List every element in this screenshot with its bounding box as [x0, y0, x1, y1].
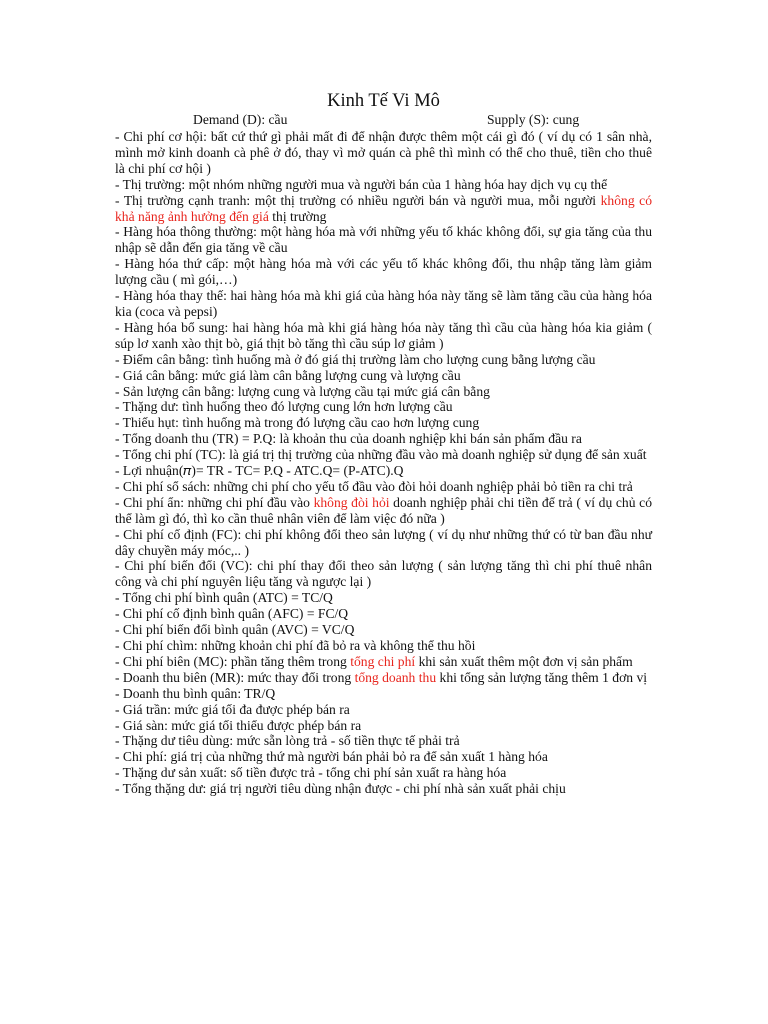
definition-text: - Chi phí ẩn: những chi phí đầu vào [115, 494, 314, 510]
definition-item [115, 749, 652, 765]
definition-item [115, 606, 652, 622]
highlighted-text: tổng chi phí [350, 653, 416, 669]
definition-item [115, 129, 652, 177]
definition-item [115, 463, 652, 479]
definition-text: khi tổng sản lượng tăng thêm 1 đơn vị [436, 669, 648, 685]
definition-item [115, 399, 652, 415]
definition-item [115, 670, 652, 686]
definition-text: doanh nghiệp phải chi tiền để trả ( ví dụ chủ có thể làm gì đó, thì ko cần thuê nhân viên để làm việc đó nữa ) [115, 494, 652, 526]
definition-item [115, 590, 652, 606]
definition-item [115, 256, 652, 288]
definition-item [115, 495, 652, 527]
highlighted-text: tổng doanh thu [354, 669, 437, 685]
definition-item [115, 447, 652, 463]
definition-item [115, 622, 652, 638]
definition-text: - Lợi nhuận(𝜋)= TR - TC= P.Q - ATC.Q= (P-ATC).Q [115, 463, 404, 479]
definition-text: - Thặng dư sản xuất: số tiền được trả - tổng chi phí sản xuất ra hàng hóa [115, 765, 507, 781]
definition-text: - Chi phí chìm: những khoản chi phí đã bỏ ra và không thể thu hồi [115, 638, 476, 653]
definition-item [115, 368, 652, 384]
definition-text: - Tổng doanh thu (TR) = P.Q: là khoản thu của doanh nghiệp khi bán sản phẩm đầu ra [115, 431, 582, 447]
definition-item [115, 638, 652, 654]
definition-text: - Doanh thu biên (MR): mức thay đổi trong [115, 669, 355, 685]
definition-text: - Chi phí cơ hội: bất cứ thứ gì phải mất đi để nhận được thêm một cái gì đó ( ví dụ có 1 sân nhà, mình mở kinh doanh cà phê ở đó, thay vì mở quán cà phê thì mình có thể cho thuê, tiền cho thuê là chi phí cơ hội ) [115, 129, 652, 176]
definition-text: - Tổng chi phí bình quân (ATC) = TC/Q [115, 590, 333, 606]
definition-text: - Chi phí biên (MC): phần tăng thêm trong [115, 653, 351, 669]
definition-text: - Sản lượng cân bằng: lượng cung và lượng cầu tại mức giá cân bằng [115, 383, 490, 399]
highlighted-text: không đòi hỏi [313, 494, 390, 510]
definition-text: - Hàng hóa thứ cấp: một hàng hóa mà với các yếu tố khác không đổi, thu nhập tăng làm giảm lượng cầu ( mì gói,…) [115, 256, 652, 288]
definition-item [115, 193, 652, 225]
definition-item [115, 224, 652, 256]
demand-label: Demand (D): cầu [193, 112, 288, 127]
definition-item [115, 702, 652, 718]
definition-text: - Thiếu hụt: tình huống mà trong đó lượng cầu cao hơn lượng cung [115, 415, 480, 431]
definition-item [115, 177, 652, 193]
definition-text: - Hàng hóa bổ sung: hai hàng hóa mà khi giá hàng hóa này tăng thì cầu của hàng hóa kia giảm ( súp lơ xanh xào thịt bò, giá thịt bò tăng thì cầu súp lơ giảm ) [115, 319, 652, 351]
definition-text: - Chi phí cố định bình quân (AFC) = FC/Q [115, 606, 349, 622]
definition-item [115, 288, 652, 320]
definition-text: - Chi phí cố định (FC): chi phí không đổi theo sản lượng ( ví dụ như những thứ có từ ban đầu như dây chuyền máy móc,.. ) [115, 526, 652, 558]
definition-text: - Tổng thặng dư: giá trị người tiêu dùng nhận được - chi phí nhà sản xuất phải chịu [115, 781, 566, 797]
definition-list [115, 129, 652, 797]
definition-text: - Chi phí: giá trị của những thứ mà người bán phải bỏ ra để sản xuất 1 hàng hóa [115, 749, 548, 765]
definition-item [115, 686, 652, 702]
definition-text: khi sản xuất thêm một đơn vị sản phẩm [415, 653, 633, 669]
definition-text: - Thặng dư: tình huống theo đó lượng cung lớn hơn lượng cầu [115, 399, 453, 415]
definition-item [115, 479, 652, 495]
definition-text: thị trường [268, 208, 327, 224]
definition-text: - Tổng chi phí (TC): là giá trị thị trường của những đầu vào mà doanh nghiệp sử dụng để sản xuất [115, 447, 647, 463]
definition-text: - Giá sàn: mức giá tối thiểu được phép bán ra [115, 717, 362, 733]
definition-item [115, 527, 652, 559]
definition-text: - Chi phí sổ sách: những chi phí cho yếu tố đầu vào đòi hỏi doanh nghiệp phải bỏ tiền ra chi trả [115, 478, 633, 494]
definition-item [115, 558, 652, 590]
definition-text: - Giá cân bằng: mức giá làm cân bằng lượng cung và lượng cầu [115, 367, 461, 383]
supply-label: Supply (S): cung [487, 112, 580, 127]
definition-item [115, 352, 652, 368]
definition-item [115, 320, 652, 352]
definition-text: - Doanh thu bình quân: TR/Q [115, 685, 276, 701]
definition-item [115, 415, 652, 431]
definition-text: - Thặng dư tiêu dùng: mức sẵn lòng trả - số tiền thực tế phải trả [115, 733, 460, 749]
definition-item [115, 765, 652, 781]
definition-text: - Chi phí biến đổi (VC): chi phí thay đổi theo sản lượng ( sản lượng tăng thì chi phí thuê nhân công và chi phí nguyên liệu tăng và ngược lại ) [115, 558, 652, 590]
definition-text: - Thị trường: một nhóm những người mua và người bán của 1 hàng hóa hay dịch vụ cụ thể [115, 176, 608, 192]
definition-text: - Chi phí biến đổi bình quân (AVC) = VC/Q [115, 622, 355, 638]
subheading-row [115, 112, 652, 129]
definition-text: - Điểm cân bằng: tình huống mà ở đó giá thị trường làm cho lượng cung bằng lượng cầu [115, 351, 596, 367]
definition-item [115, 384, 652, 400]
definition-text: - Giá trần: mức giá tối đa được phép bán ra [115, 701, 350, 717]
definition-text: - Thị trường cạnh tranh: một thị trường có nhiều người bán và người mua, mỗi người [115, 192, 601, 208]
document-title: Kinh Tế Vi Mô [327, 91, 440, 111]
document-page [115, 90, 652, 797]
definition-item [115, 733, 652, 749]
highlighted-text: không có khả năng ảnh hưởng đến giá [115, 192, 652, 224]
definition-text: - Hàng hóa thay thế: hai hàng hóa mà khi giá của hàng hóa này tăng sẽ làm tăng cầu của hàng hóa kia (coca và pepsi) [115, 288, 652, 319]
definition-item [115, 431, 652, 447]
definition-item [115, 718, 652, 734]
definition-item [115, 781, 652, 797]
definition-item [115, 654, 652, 670]
definition-text: - Hàng hóa thông thường: một hàng hóa mà với những yếu tố khác không đổi, sự gia tăng của thu nhập sẽ dẫn đến gia tăng về cầu [115, 224, 652, 256]
